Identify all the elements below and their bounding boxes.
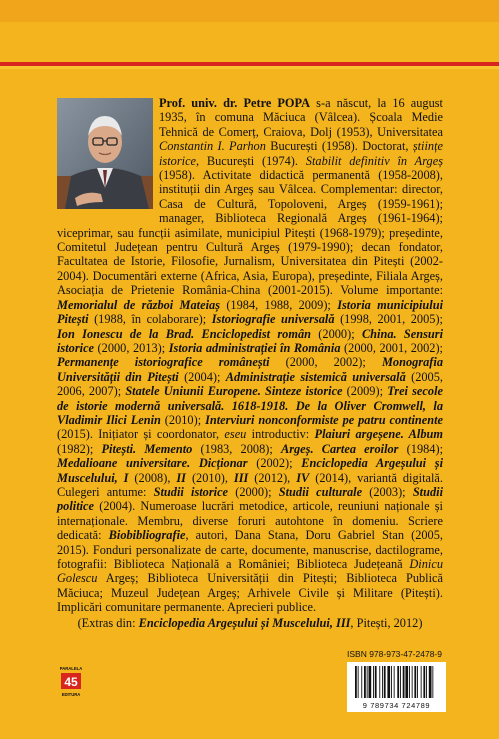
yellow-stripe [0,66,499,69]
publisher-logo [58,665,84,699]
barcode-bars [347,662,446,700]
logo-top-text: PARALELA [59,666,83,671]
author-name: Prof. univ. dr. Petre POPA [159,96,311,110]
biography-text: Prof. univ. dr. Petre POPA s-a născut, la 16 august 1935, în comuna Măciuca (Vâlcea). Școala Medie Tehnică de Comerț, Craiova, Dolj (1953), Universitatea Constantin I. Parhon București (1958). Doctorat, științe istorice, București (1974). Stabilit definitiv în Argeș (1958). Activitate didactică permanentă (1958-2008), instituții din Argeș sau Vâlcea. Complementar: director, Casa de Cultură, Topoloveni, Argeș (1959-1961); manager, Biblioteca Regională Argeș (1961-1964); viceprimar, sau funcții asimilate, municipiul Pitești (1968-1979); președinte, Comitetul Județean pentru Cultură Argeș (1979-1990); decan fondator, Facultatea de Istorie, Filosofie, Jurnalism, Universitatea din Pitești (2002-2004). Documentări externe (Africa, Asia, Europa), președinte, Filiala Argeș, Asociația de Prietenie România-China (2001-2015). Volume importante: Memorialul de război Mateiaș (1984, 1988, 2009); Istoria municipiului Pitești (1988, în colaborare); Istoriografie universală (1998, 2001, 2005); Ion Ionescu de la Brad. Enciclopedist român (2000); China. Sensuri istorice (2000, 2013); Istoria administrației în România (2000, 2001, 2002); Permanențe istoriografice românești (2000, 2002); Monografia Universității din Pitești (2004); Administrație sistemică universală (2005, 2006, 2007); Statele Uniunii Europene. Sinteze istorice (2009); Trei secole de istorie modernă universală. 1618-1918. De la Oliver Cromwell, la Vladimir Ilici Lenin (2010); Interviuri nonconformiste pe patru continente (2015). Inițiator și coordonator, eseu introductiv: Plaiuri argeșene. Album (1982); Pitești. Memento (1983, 2008); Argeș. Cartea eroilor (1984); Medalioane universitare. Dicționar (2002); Enciclopedia Argeșului și Muscelului, I (2008), II (2010), III (2012), IV (2014), variantă digitală. Culegeri antume: Studii istorice (2000); Studii culturale (2003); Studii politice (2004). Numeroase lucrări metodice, articole, reuniuni naționale și internaționale. Membru, diverse foruri autohtone în domeniu. Scriere dedicată: Biobibliografie, autori, Dana Stana, Doru Gabriel Stan (2005, 2015). Fonduri personalizate de carte, documente, manuscrise, dactilograme, fotografii: Biblioteca Națională a României; Biblioteca Județeană Dinicu Golescu Argeș; Biblioteca Universității din Pitești; Biblioteca Publică Măciuca; Muzeul Județean Argeș; Arhivele Civile și Militare (Pitești). Implicări comunitare permanente. Aprecieri publice. (Extras din: Enciclopedia Argeșului și Muscelului, III, Pitești, 2012) [57,96,444,630]
barcode-digits: 9 789734 724789 [362,701,431,710]
logo-number: 45 [64,675,78,689]
source-note: (Extras din: Enciclopedia Argeșului și Muscelului, III, Pitești, 2012) [77,615,423,630]
logo-bottom-text: EDITURA [61,692,81,697]
isbn-label: ISBN 978-973-47-2478-9 [347,649,442,659]
top-band [0,0,499,22]
